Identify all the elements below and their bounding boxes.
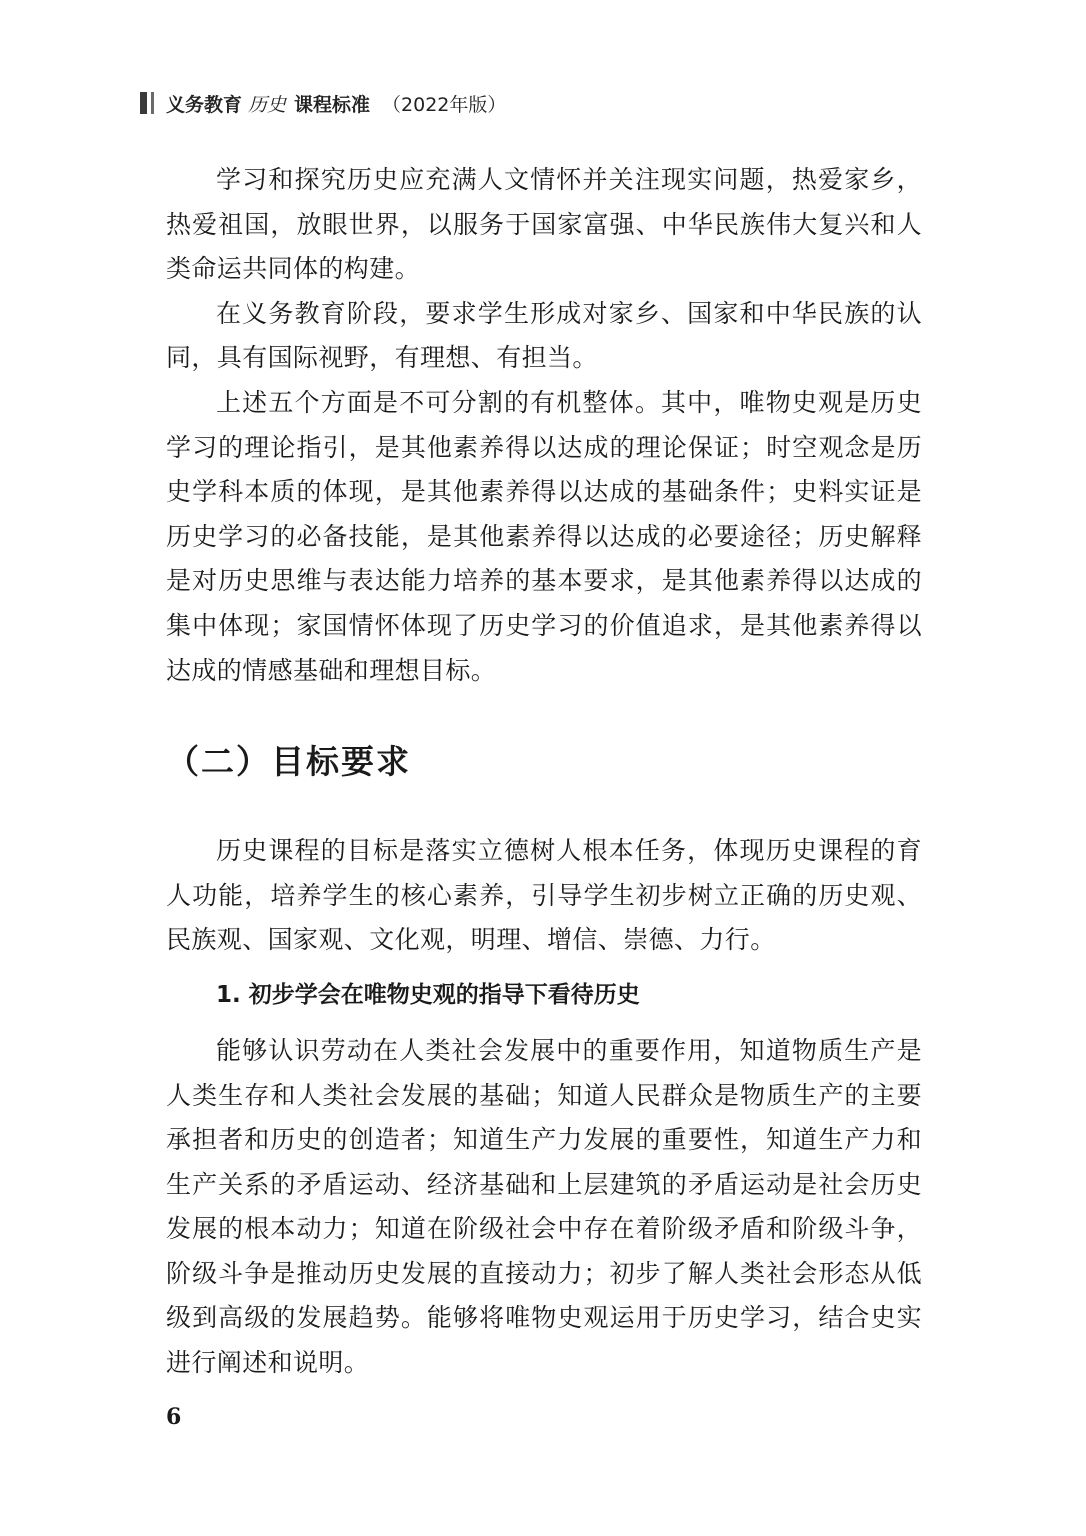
header-label: 课程标准 <box>294 93 371 116</box>
paragraph-materialism: 能够认识劳动在人类社会发展中的重要作用，知道物质生产是人类生存和人类社会发展的基础；知道人民群众是物质生产的主要承担者和历史的创造者；知道生产力发展的重要性，知道生产力和生产关系的矛盾运动、经济基础和上层建筑的矛盾运动是社会历史发展的根本动力；知道在阶级社会中存在着阶级矛盾和阶级斗争，阶级斗争是推动历史发展的直接动力；初步了解人类社会形态从低级到高级的发展趋势。能够将唯物史观运用于历史学习，结合史实进行阐述和说明。 <box>166 1035 922 1378</box>
running-header <box>140 88 506 118</box>
paragraph-identity: 在义务教育阶段，要求学生形成对家乡、国家和中华民族的认同，具有国际视野，有理想、有担当。 <box>166 298 922 373</box>
header-bars-icon <box>140 92 154 114</box>
page-content <box>166 158 922 1386</box>
header-edition: （2022年版） <box>382 93 507 116</box>
paragraph-five-aspects: 上述五个方面是不可分割的有机整体。其中，唯物史观是历史学习的理论指引，是其他素养得以达成的理论保证；时空观念是历史学科本质的体现，是其他素养得以达成的基础条件；史料实证是历史学习的必备技能，是其他素养得以达成的必要途径；历史解释是对历史思维与表达能力培养的基本要求，是其他素养得以达成的集中体现；家国情怀体现了历史学习的价值追求，是其他素养得以达成的情感基础和理想目标。 <box>166 387 922 685</box>
header-subject: 历史 <box>248 93 287 116</box>
paragraph-goals-intro: 历史课程的目标是落实立德树人根本任务，体现历史课程的育人功能，培养学生的核心素养，引导学生初步树立正确的历史观、民族观、国家观、文化观，明理、增信、崇德、力行。 <box>166 836 922 955</box>
paragraph-humanistic: 学习和探究历史应充满人文情怀并关注现实问题，热爱家乡，热爱祖国，放眼世界，以服务于国家富强、中华民族伟大复兴和人类命运共同体的构建。 <box>166 165 922 284</box>
header-title: 义务教育 <box>166 93 243 116</box>
page-number: 6 <box>166 1404 182 1430</box>
section-title: （二）目标要求 <box>166 742 411 782</box>
subsection-title: 1. 初步学会在唯物史观的指导下看待历史 <box>216 981 640 1008</box>
